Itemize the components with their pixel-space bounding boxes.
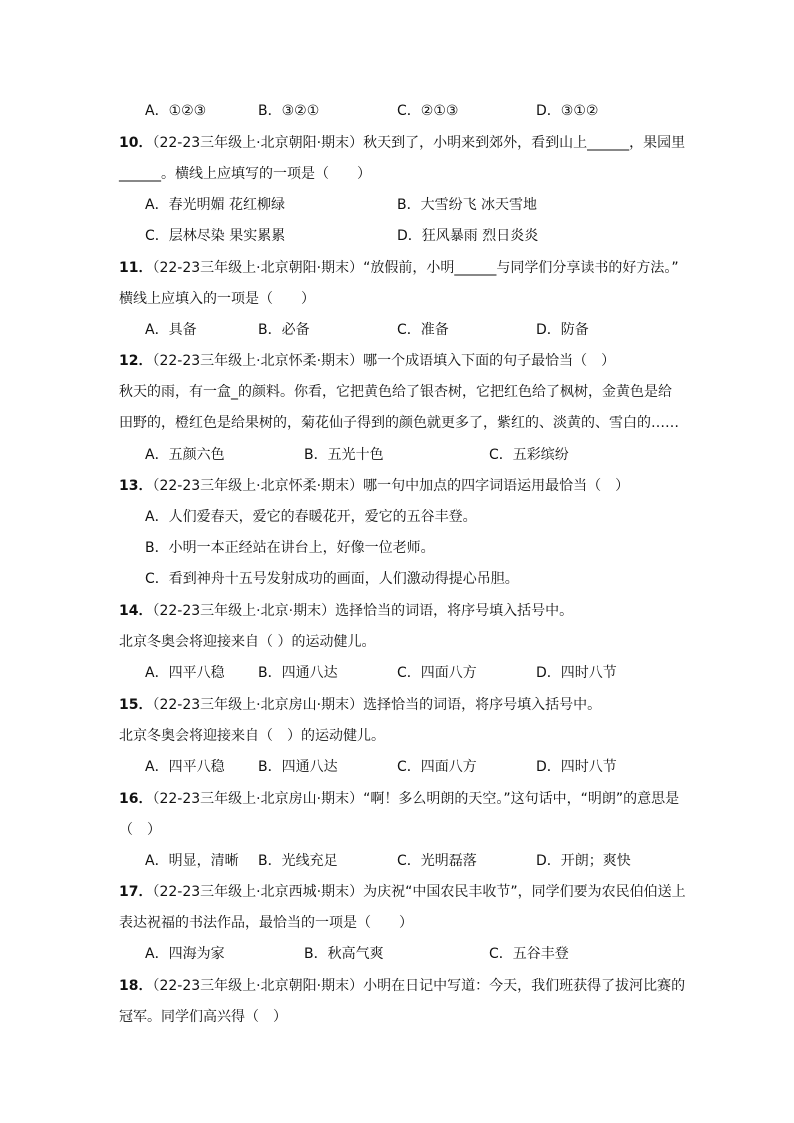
question-number: 10． bbox=[119, 135, 153, 151]
question-16-line2: （ ） bbox=[119, 822, 161, 838]
question-12-passage-line2: 田野的，橙红色是给果树的，菊花仙子得到的颜色就更多了，紫红的、淡黄的、雪白的…… bbox=[119, 415, 679, 431]
question-text: （22-23三年级上·北京朝阳·期末）“放假前，小明______与同学们分享读书的好方法。” bbox=[152, 260, 679, 276]
question-14 bbox=[119, 601, 573, 621]
question-17 bbox=[119, 882, 686, 902]
question-number: 15． bbox=[119, 697, 153, 713]
question-number: 14． bbox=[119, 603, 153, 619]
question-number: 11． bbox=[119, 260, 153, 276]
q16-option-d: D．开朗；爽快 bbox=[536, 853, 631, 869]
q14-option-d: D．四时八节 bbox=[536, 665, 617, 681]
question-number: 13． bbox=[119, 478, 153, 494]
question-16 bbox=[119, 789, 679, 809]
q13-option-b: B．小明一本正经站在讲台上，好像一位老师。 bbox=[145, 540, 435, 556]
question-text: （22-23三年级上·北京房山·期末）“啊！多么明朗的天空。”这句话中，“明朗”的意思是 bbox=[152, 791, 680, 807]
question-text: （22-23三年级上·北京·期末）选择恰当的词语，将序号填入括号中。 bbox=[152, 603, 574, 619]
q12-options bbox=[145, 445, 714, 465]
q9-option-d: D．③①② bbox=[536, 103, 599, 119]
q15-option-a: A．四平八稳 bbox=[145, 759, 225, 775]
q10-option-b: B．大雪纷飞 冰天雪地 bbox=[397, 197, 538, 213]
q14-option-c: C．四面八方 bbox=[397, 665, 477, 681]
q13-option-row-a bbox=[145, 507, 714, 527]
q14-options bbox=[145, 663, 714, 683]
question-18 bbox=[119, 976, 685, 996]
q13-option-a: A．人们爱春天，爱它的春暖花开，爱它的五谷丰登。 bbox=[145, 509, 477, 525]
q17-option-c: C．五谷丰登 bbox=[489, 946, 569, 962]
q17-options bbox=[145, 944, 714, 964]
question-text: （22-23三年级上·北京朝阳·期末）小明在日记中写道：今天，我们班获得了拔河比赛的 bbox=[152, 978, 686, 994]
q10-options-row1 bbox=[145, 195, 714, 215]
question-text: （22-23三年级上·北京朝阳·期末）秋天到了，小明来到郊外，看到山上______，果园里 bbox=[152, 135, 686, 151]
q15-option-b: B．四通八达 bbox=[258, 759, 338, 775]
q14-option-b: B．四通八达 bbox=[258, 665, 338, 681]
q9-option-c: C．②①③ bbox=[397, 103, 459, 119]
q13-option-row-c bbox=[145, 569, 714, 589]
question-13 bbox=[119, 476, 629, 496]
question-14-sentence: 北京冬奥会将迎接来自（ ）的运动健儿。 bbox=[119, 634, 376, 650]
question-number: 12． bbox=[119, 353, 153, 369]
question-text: （22-23三年级上·北京西城·期末）为庆祝“中国农民丰收节”，同学们要为农民伯伯送上 bbox=[152, 884, 686, 900]
q15-options bbox=[145, 757, 714, 777]
question-18-line2: 冠军。同学们高兴得（ ） bbox=[119, 1009, 287, 1025]
q16-option-a: A．明显，清晰 bbox=[145, 853, 239, 869]
question-number: 16． bbox=[119, 791, 153, 807]
q9-option-a: A．①②③ bbox=[145, 103, 207, 119]
question-15 bbox=[119, 695, 601, 715]
q16-option-c: C．光明磊落 bbox=[397, 853, 477, 869]
q12-option-a: A．五颜六色 bbox=[145, 447, 225, 463]
q14-option-a: A．四平八稳 bbox=[145, 665, 225, 681]
q10-option-d: D．狂风暴雨 烈日炎炎 bbox=[397, 228, 539, 244]
question-10-line2: ______。横线上应填写的一项是（ ） bbox=[119, 166, 371, 182]
question-text: （22-23三年级上·北京怀柔·期末）哪一个成语填入下面的句子最恰当（ ） bbox=[152, 353, 616, 369]
q13-option-row-b bbox=[145, 538, 714, 558]
question-10 bbox=[119, 133, 685, 153]
q9-options bbox=[145, 101, 714, 121]
q13-option-c: C．看到神舟十五号发射成功的画面，人们激动得提心吊胆。 bbox=[145, 571, 519, 587]
question-text: （22-23三年级上·北京怀柔·期末）哪一句中加点的四字词语运用最恰当（ ） bbox=[152, 478, 630, 494]
q12-option-b: B．五光十色 bbox=[304, 447, 384, 463]
q12-option-c: C．五彩缤纷 bbox=[489, 447, 569, 463]
question-12-passage-line1: 秋天的雨，有一盒_的颜料。你看，它把黄色给了银杏树，它把红色给了枫树，金黄色是给 bbox=[119, 384, 672, 400]
q10-option-c: C．层林尽染 果实累累 bbox=[145, 228, 286, 244]
q10-options-row2 bbox=[145, 226, 714, 246]
q10-option-a: A．春光明媚 花红柳绿 bbox=[145, 197, 286, 213]
q11-option-a: A．具备 bbox=[145, 322, 197, 338]
q15-option-c: C．四面八方 bbox=[397, 759, 477, 775]
q17-option-b: B．秋高气爽 bbox=[304, 946, 384, 962]
question-11-line2: 横线上应填入的一项是（ ） bbox=[119, 291, 315, 307]
question-number: 18． bbox=[119, 978, 153, 994]
question-11 bbox=[119, 258, 679, 278]
q16-options bbox=[145, 851, 714, 871]
q15-option-d: D．四时八节 bbox=[536, 759, 617, 775]
question-12 bbox=[119, 351, 615, 371]
question-15-sentence: 北京冬奥会将迎接来自（ ）的运动健儿。 bbox=[119, 728, 385, 744]
q11-option-c: C．准备 bbox=[397, 322, 449, 338]
q9-option-b: B．③②① bbox=[258, 103, 320, 119]
q17-option-a: A．四海为家 bbox=[145, 946, 225, 962]
question-17-line2: 表达祝福的书法作品，最恰当的一项是（ ） bbox=[119, 915, 413, 931]
q16-option-b: B．光线充足 bbox=[258, 853, 338, 869]
q11-options bbox=[145, 320, 714, 340]
q11-option-b: B．必备 bbox=[258, 322, 310, 338]
question-number: 17． bbox=[119, 884, 153, 900]
q11-option-d: D．防备 bbox=[536, 322, 589, 338]
question-text: （22-23三年级上·北京房山·期末）选择恰当的词语，将序号填入括号中。 bbox=[152, 697, 602, 713]
